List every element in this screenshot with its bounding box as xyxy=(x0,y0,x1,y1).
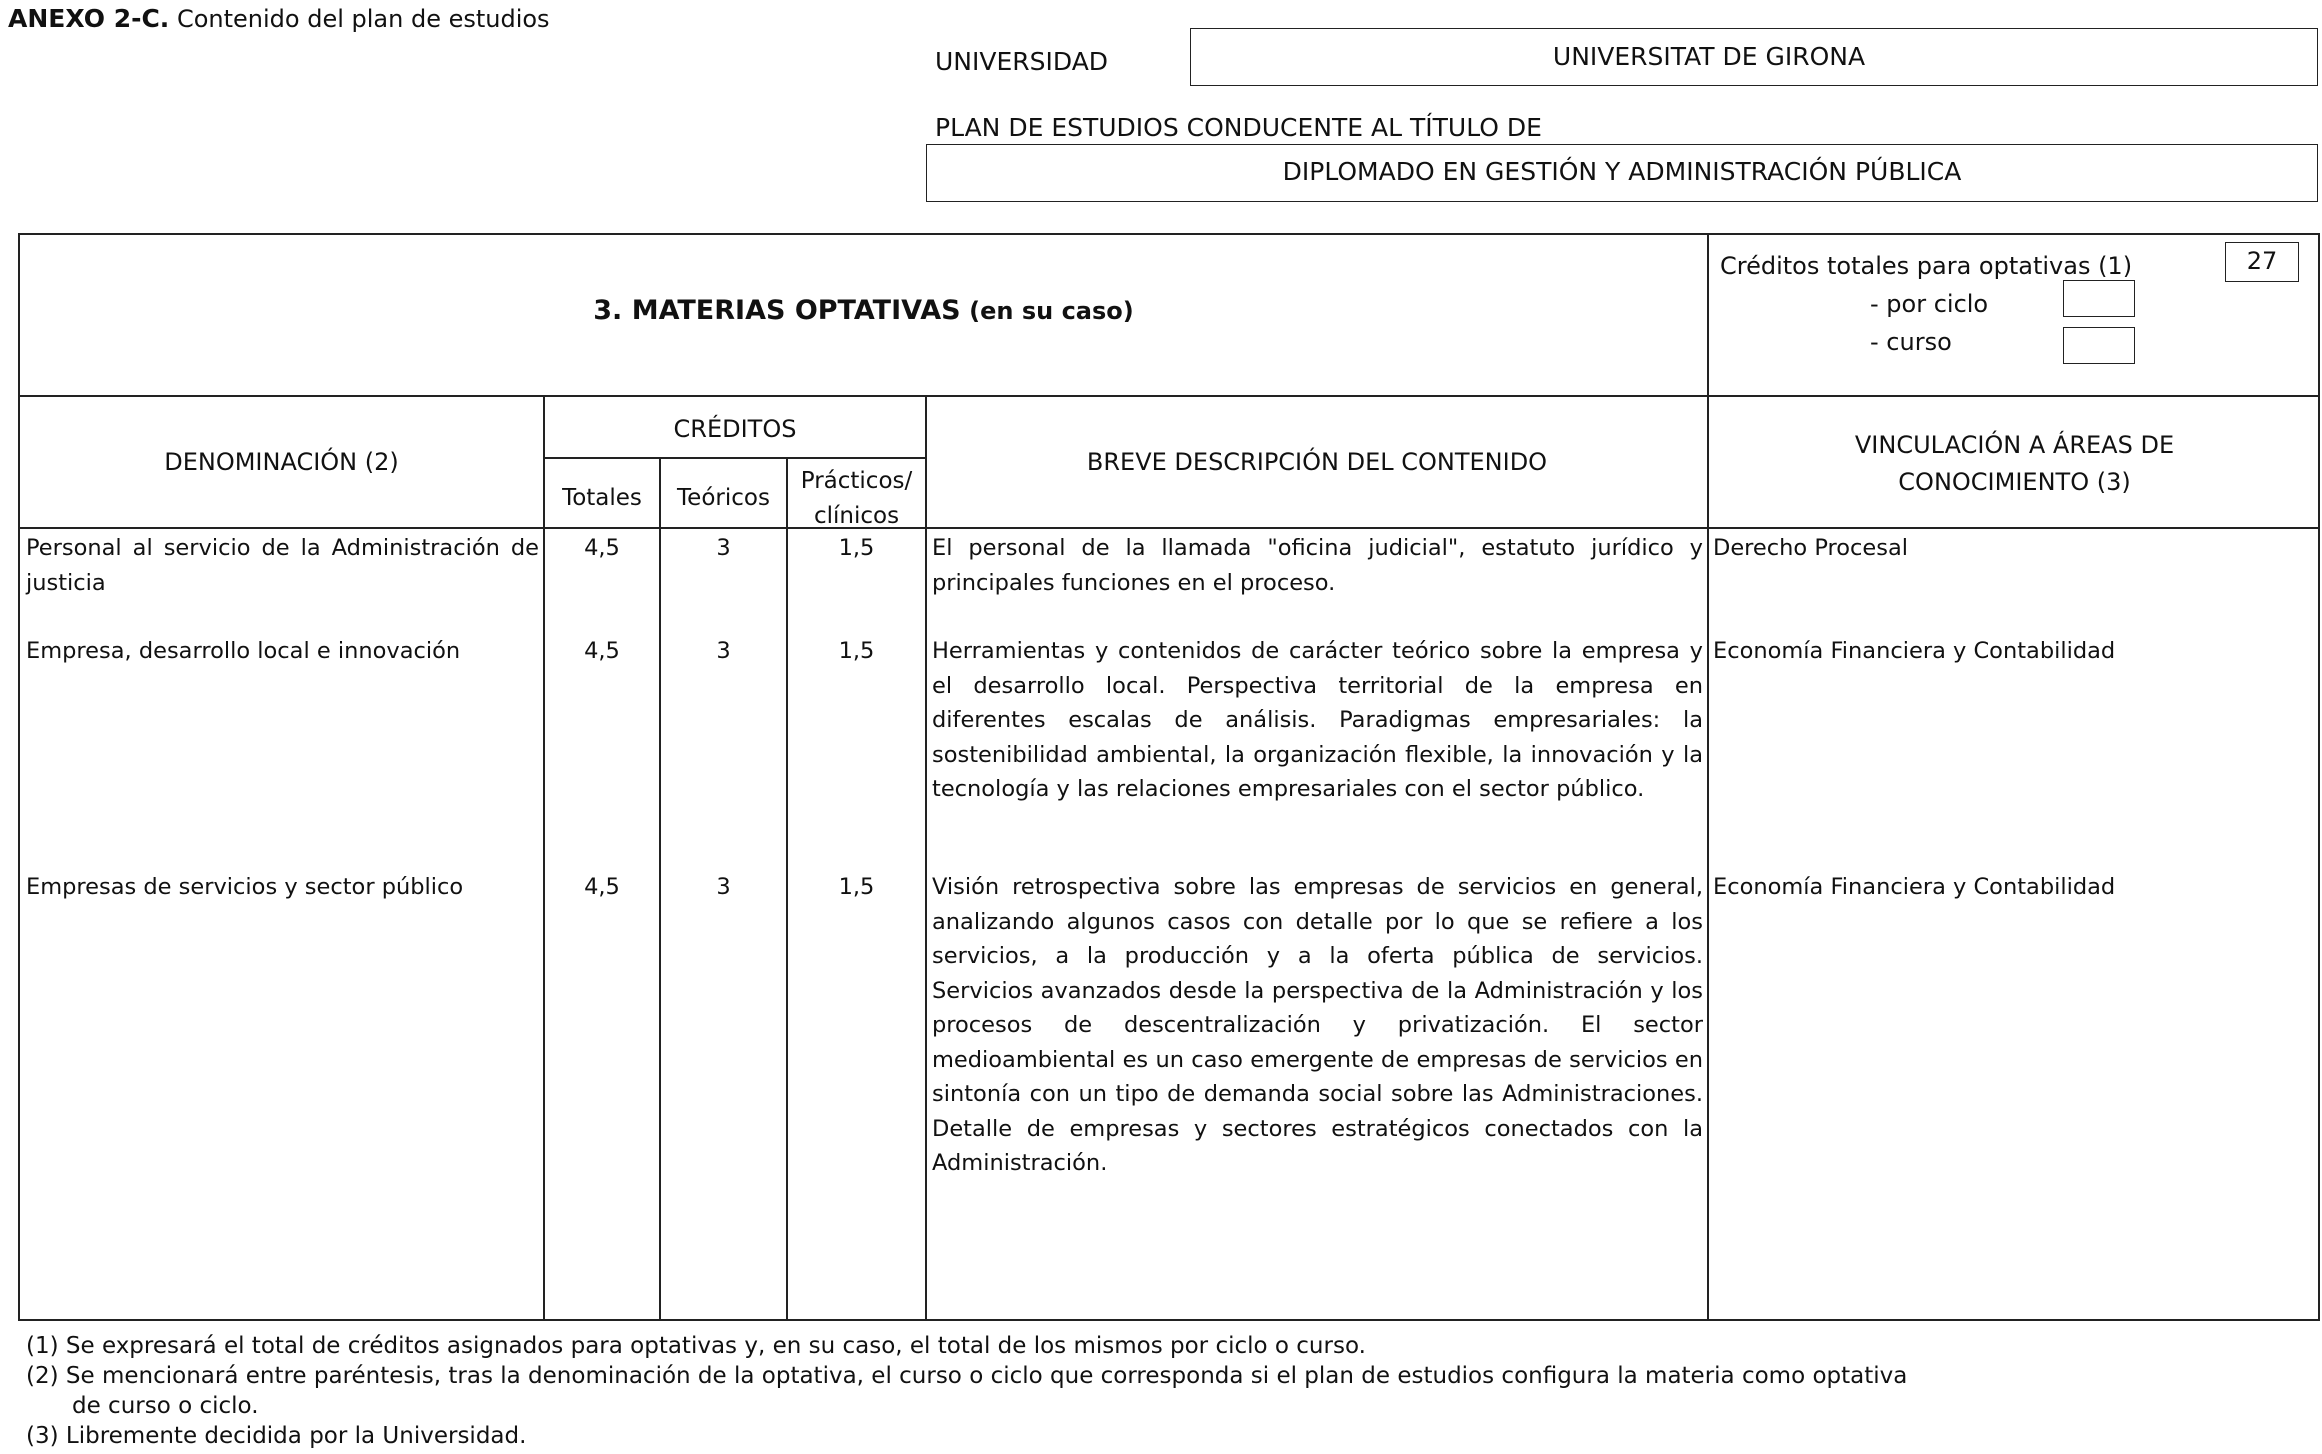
row-1-description: El personal de la llamada "oficina judicial", estatuto jurídico y principales funciones en el proceso. xyxy=(932,535,1703,596)
header-denomination: DENOMINACIÓN (2) xyxy=(164,448,399,476)
row-1-theory: 3 xyxy=(716,535,731,561)
row-2-practice: 1,5 xyxy=(838,638,875,664)
row-2-area: Economía Financiera y Contabilidad xyxy=(1713,638,2116,664)
row-2-description: Herramientas y contenidos de carácter teórico sobre la empresa y el desarrollo local. Perspectiva territorial de la empresa en diferentes escalas de análisis. Paradigmas empresariales: la sostenibilidad ambiental, la organización flexible, la innovación y la tecnología y las relaciones empresariales con el sector público. xyxy=(932,638,1703,802)
university-label: UNIVERSIDAD xyxy=(935,47,1109,76)
footnote-3: (3) Libremente decidida por la Universidad. xyxy=(26,1423,527,1449)
row-1-area: Derecho Procesal xyxy=(1713,535,1908,561)
header-totals: Totales xyxy=(562,485,642,511)
row-2-theory: 3 xyxy=(716,638,731,664)
university-field xyxy=(1190,28,2318,86)
credits-total-value: 27 xyxy=(2246,247,2278,275)
credits-subheader-divider xyxy=(545,457,927,459)
body-divider xyxy=(18,527,2320,529)
footnote-1: (1) Se expresará el total de créditos asignados para optativas y, en su caso, el total de los mismos por ciclo o curso. xyxy=(26,1333,1366,1359)
header-credits: CRÉDITOS xyxy=(673,415,797,443)
header-description: BREVE DESCRIPCIÓN DEL CONTENIDO xyxy=(1086,448,1548,476)
section-title xyxy=(20,296,1707,326)
row-3-area: Economía Financiera y Contabilidad xyxy=(1713,874,2116,900)
annex-heading xyxy=(8,4,550,34)
row-1-name: Personal al servicio de la Administración de justicia xyxy=(26,535,539,596)
footnote-2: (2) Se mencionará entre paréntesis, tras la denominación de la optativa, el curso o ciclo que corresponda si el plan de estudios configura la materia como optativa xyxy=(26,1363,1908,1389)
plan-label: PLAN DE ESTUDIOS CONDUCENTE AL TÍTULO DE xyxy=(935,113,1542,142)
row-1-practice: 1,5 xyxy=(838,535,875,561)
row-1-total: 4,5 xyxy=(584,535,620,561)
row-2-name: Empresa, desarrollo local e innovación xyxy=(26,638,461,664)
areas-column-line xyxy=(1707,233,1709,1321)
row-3-theory: 3 xyxy=(716,874,731,900)
header-divider xyxy=(18,395,2320,397)
section-title-suffix: (en su caso) xyxy=(969,297,1134,325)
credits-total-box xyxy=(2225,242,2299,282)
per-cycle-label: - por ciclo xyxy=(1870,290,1989,318)
section-title-main: 3. MATERIAS OPTATIVAS xyxy=(593,295,961,326)
degree-field xyxy=(926,144,2318,202)
university-value: UNIVERSITAT DE GIRONA xyxy=(1552,42,1866,71)
header-areas: VINCULACIÓN A ÁREAS DE CONOCIMIENTO (3) xyxy=(1854,431,2175,496)
row-3-total: 4,5 xyxy=(584,874,620,900)
per-course-label: - curso xyxy=(1870,328,1952,356)
header-theoretical: Teóricos xyxy=(677,485,770,511)
header-practical: Prácticos/ clínicos xyxy=(800,468,913,529)
row-3-practice: 1,5 xyxy=(838,874,875,900)
annex-subtitle: Contenido del plan de estudios xyxy=(176,5,550,33)
per-course-box xyxy=(2063,327,2135,364)
row-3-description: Visión retrospectiva sobre las empresas de servicios en general, analizando algunos casos con detalle por lo que se refiere a los servicios, a la producción y a la oferta pública de servicios. Servicios avanzados desde la perspectiva de la Administración y los procesos de descentralización y privatización. El sector medioambiental es un caso emergente de empresas de servicios en sintonía con un tipo de demanda social sobre las Administraciones. Detalle de empresas y sectores estratégicos conectados con la Administración. xyxy=(932,874,1703,1176)
footnote-2-continuation: de curso o ciclo. xyxy=(72,1393,259,1419)
credits-total-label: Créditos totales para optativas (1) xyxy=(1720,252,2133,280)
per-cycle-box xyxy=(2063,280,2135,317)
description-column-line xyxy=(925,395,927,1321)
annex-label: ANEXO 2-C. xyxy=(8,4,170,33)
degree-value: DIPLOMADO EN GESTIÓN Y ADMINISTRACIÓN PÚBLICA xyxy=(1282,157,1962,186)
row-3-name: Empresas de servicios y sector público xyxy=(26,874,464,900)
row-2-total: 4,5 xyxy=(584,638,620,664)
